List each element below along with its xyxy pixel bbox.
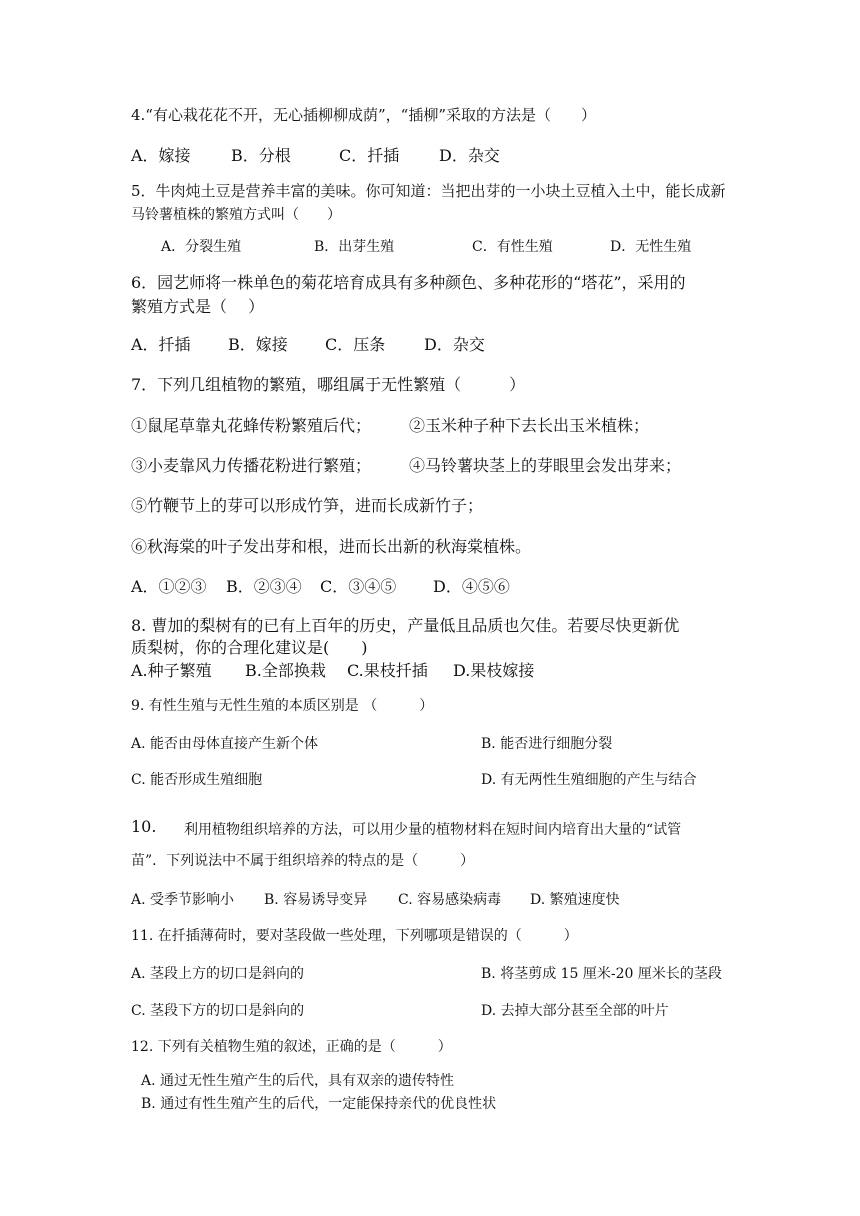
- question-7-stem: 7．下列几组植物的繁殖，哪组属于无性繁殖（ ）: [131, 375, 526, 394]
- question-10-stem-line-1: 利用植物组织培养的方法，可以用少量的植物材料在短时间内培育出大量的“试管: [184, 822, 682, 838]
- question-7-option-b: B．②③④: [226, 577, 302, 596]
- question-7-item-4: ④马铃薯块茎上的芽眼里会发出芽来；: [409, 456, 682, 475]
- question-8-option-b: B.全部换栽: [245, 661, 326, 680]
- question-8-option-a: A.种子繁殖: [131, 661, 212, 680]
- question-11-option-c: C. 茎段下方的切口是斜向的: [131, 1003, 305, 1019]
- question-7-option-d: D．④⑤⑥: [433, 577, 510, 596]
- question-5-stem-line-1: 5．牛肉炖土豆是营养丰富的美味。你可知道：当把出芽的一小块土豆植入土中，能长成新: [131, 182, 726, 200]
- question-6-stem-line-1: 6．园艺师将一株单色的菊花培育成具有多种颜色、多种花形的“塔花”，采用的: [131, 273, 686, 292]
- question-12-option-a: A. 通过无性生殖产生的后代，具有双亲的遗传特性: [141, 1073, 455, 1089]
- question-10-option-c: C. 容易感染病毒: [398, 892, 502, 908]
- question-5-option-a: A．分裂生殖: [161, 239, 242, 255]
- question-9-option-b: B. 能否进行细胞分裂: [481, 736, 613, 752]
- question-6-option-a: A．扦插: [131, 335, 191, 354]
- question-6-option-d: D．杂交: [424, 335, 485, 354]
- question-6-stem-line-2: 繁殖方式是（ ）: [131, 297, 265, 316]
- question-12-option-b: B. 通过有性生殖产生的后代，一定能保持亲代的优良性状: [141, 1096, 497, 1112]
- question-9-option-d: D. 有无两性生殖细胞的产生与结合: [481, 772, 697, 788]
- question-10-stem-line-2: 苗”．下列说法中不属于组织培养的特点的是（ ）: [131, 853, 475, 869]
- question-7-item-5: ⑤竹鞭节上的芽可以形成竹笋，进而长成新竹子；: [131, 496, 484, 515]
- question-4-option-b: B．分根: [231, 146, 291, 165]
- question-7-item-1: ①鼠尾草靠丸花蜂传粉繁殖后代；: [131, 416, 372, 435]
- question-10-option-a: A. 受季节影响小: [131, 892, 235, 908]
- question-4-option-a: A．嫁接: [131, 146, 191, 165]
- question-7-item-2: ②玉米种子种下去长出玉米植株；: [409, 416, 650, 435]
- question-10-number: 10.: [131, 817, 157, 836]
- question-11-option-a: A. 茎段上方的切口是斜向的: [131, 966, 305, 982]
- question-7-option-c: C．③④⑤: [320, 577, 397, 596]
- question-8-stem-line-1: 8. 曹加的梨树有的已有上百年的历史，产量低且品质也欠佳。若要尽快更新优: [131, 616, 680, 635]
- question-7-item-3: ③小麦靠风力传播花粉进行繁殖；: [131, 456, 372, 475]
- question-5-stem-line-2: 马铃薯植株的繁殖方式叫（ ）: [131, 207, 341, 223]
- question-11-stem: 11. 在扦插薄荷时，要对茎段做一些处理，下列哪项是错误的（ ）: [131, 928, 578, 944]
- question-8-option-d: D.果枝嫁接: [453, 661, 535, 680]
- question-10-option-b: B. 容易诱导变异: [264, 892, 368, 908]
- question-5-option-c: C．有性生殖: [472, 239, 553, 255]
- question-11-option-d: D. 去掉大部分甚至全部的叶片: [481, 1003, 669, 1019]
- question-4-stem: 4.“有心栽花花不开，无心插柳柳成荫”，“插柳”采取的方法是（ ）: [131, 106, 596, 124]
- question-5-option-d: D．无性生殖: [610, 239, 692, 255]
- question-5-option-b: B．出芽生殖: [314, 239, 395, 255]
- question-9-stem: 9. 有性生殖与无性生殖的本质区别是 （ ）: [131, 698, 434, 714]
- question-6-option-c: C．压条: [325, 335, 386, 354]
- question-12-stem: 12. 下列有关植物生殖的叙述，正确的是（ ）: [131, 1039, 452, 1055]
- question-7-option-a: A．①②③: [131, 577, 207, 596]
- question-10-option-d: D. 繁殖速度快: [530, 892, 620, 908]
- question-4-option-c: C．扦插: [339, 146, 400, 165]
- question-9-option-c: C. 能否形成生殖细胞: [131, 772, 263, 788]
- question-6-option-b: B．嫁接: [228, 335, 288, 354]
- question-8-stem-line-2: 质梨树，你的合理化建议是( ): [131, 638, 368, 657]
- question-4-option-d: D．杂交: [439, 146, 500, 165]
- question-7-item-6: ⑥秋海棠的叶子发出芽和根，进而长出新的秋海棠植株。: [131, 537, 532, 556]
- question-11-option-b: B. 将茎剪成 15 厘米-20 厘米长的茎段: [481, 966, 722, 982]
- question-8-option-c: C.果枝扦插: [347, 661, 428, 680]
- question-9-option-a: A. 能否由母体直接产生新个体: [131, 736, 319, 752]
